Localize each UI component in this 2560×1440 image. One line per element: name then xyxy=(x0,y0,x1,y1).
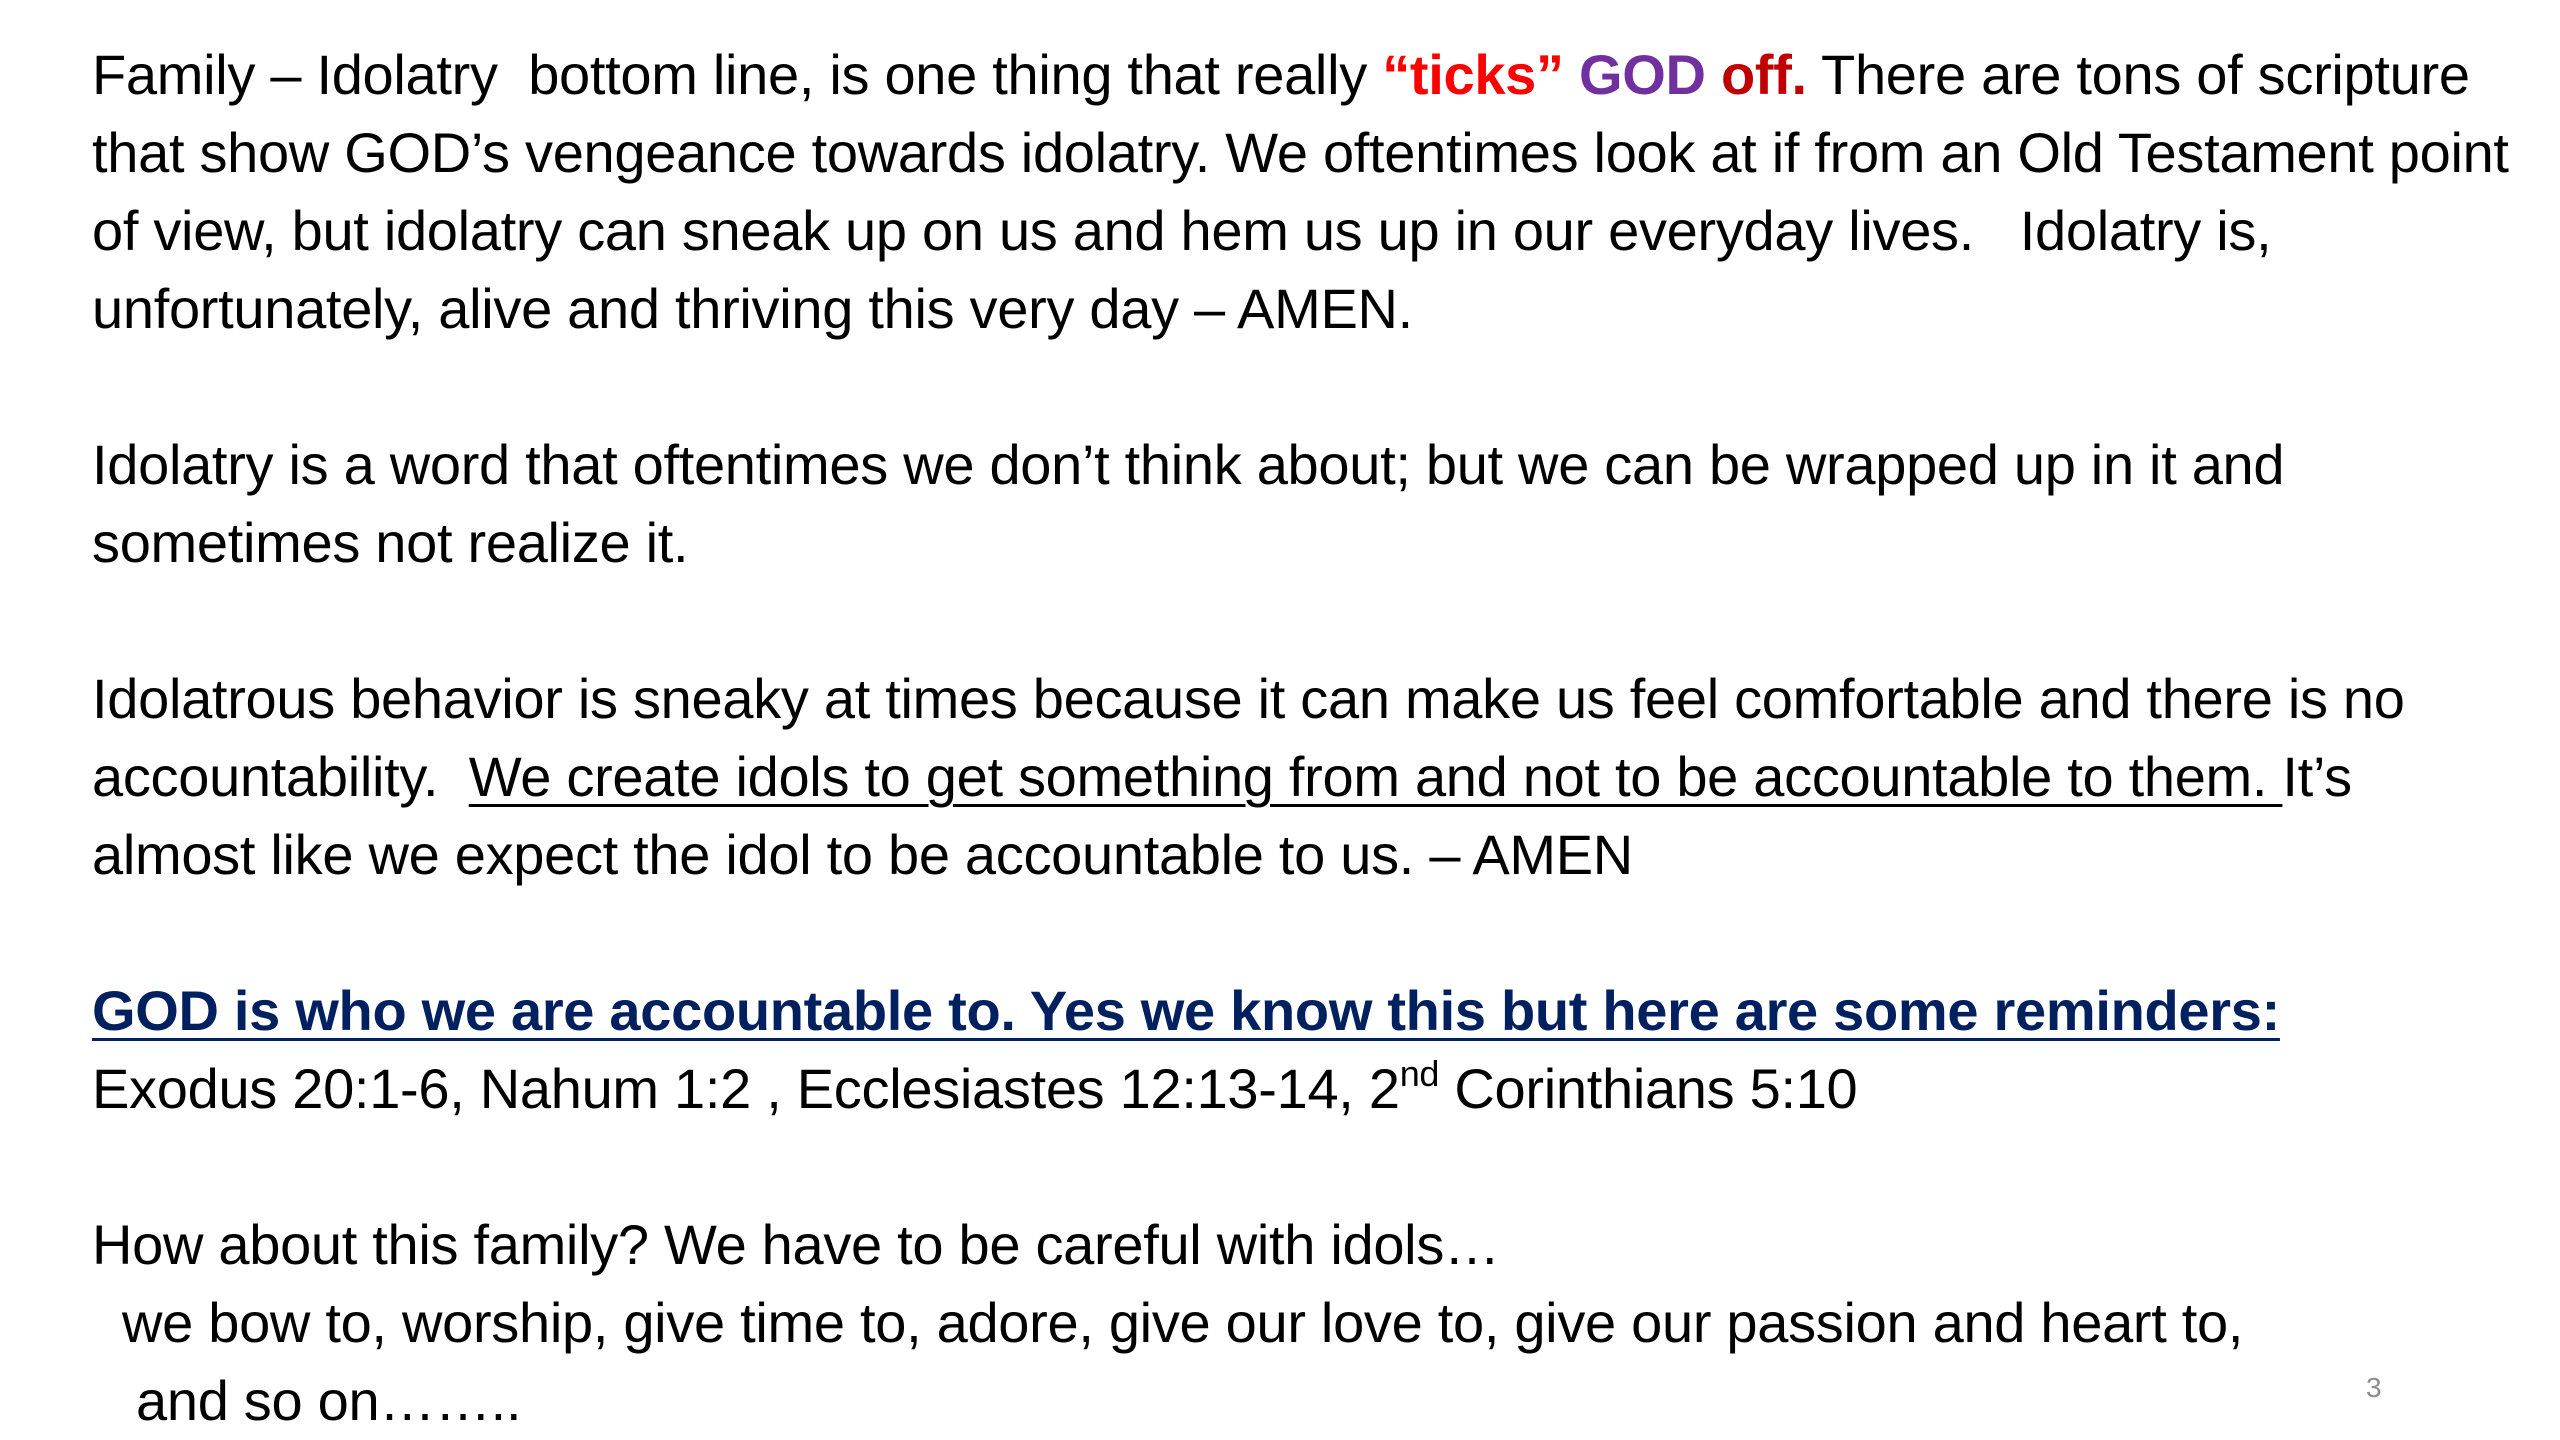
spacer xyxy=(92,894,2512,972)
god-emphasis: GOD xyxy=(1579,43,1706,106)
ordinal-superscript: nd xyxy=(1399,1053,1440,1094)
paragraph-idolatry-word: Idolatry is a word that oftentimes we don’t think about; but we can be wrapped up in it and sometimes not realize it. xyxy=(92,433,2300,574)
closing-line-1: How about this family? We have to be careful with idols… xyxy=(92,1213,1500,1276)
intro-text: Family – Idolatry bottom line, is one thing that really xyxy=(92,43,1383,106)
reminders-heading: GOD is who we are accountable to. Yes we know this but here are some reminders: xyxy=(92,979,2280,1042)
off-emphasis: off. xyxy=(1720,43,1807,106)
scripture-references xyxy=(92,1053,1858,1120)
spacer xyxy=(92,582,2512,660)
paragraph-careful-with-idols xyxy=(92,1206,2512,1440)
closing-line-2: we bow to, worship, give time to, adore, give our love to, give our passion and heart to, xyxy=(122,1291,2244,1354)
behavior-text: Idolatrous behavior is sneaky at times because it can make us feel comfortable and there is no accountability. xyxy=(92,667,2420,808)
underlined-statement: We create idols to get something from and not to be accountable to them. xyxy=(468,745,2283,808)
paragraph-idolatry-intro xyxy=(92,36,2524,348)
ticks-emphasis: “ticks” xyxy=(1382,43,1564,106)
page-number: 3 xyxy=(2366,1372,2382,1403)
slide-body xyxy=(92,36,2524,1440)
closing-line-3: and so on…….. xyxy=(136,1369,522,1432)
references-text-end: Corinthians 5:10 xyxy=(1439,1057,1858,1120)
behavior-conclusion: It’s almost like we expect the idol to be accountable to us. – AMEN xyxy=(92,745,2368,886)
spacer xyxy=(92,348,2512,426)
intro-continuation: There are tons of scripture that show GOD’s vengeance towards idolatry. We oftentimes look at if from an Old Testament point of view, but idolatry can sneak up on us and hem us up in our everyday lives. Idolatry is, unfortunately, alive and thriving this very day – AMEN. xyxy=(92,43,2524,340)
paragraph-idolatrous-behavior xyxy=(92,660,2512,894)
spacer xyxy=(92,1128,2512,1206)
references-text: Exodus 20:1-6, Nahum 1:2 , Ecclesiastes 12:13-14, 2 xyxy=(92,1057,1400,1120)
paragraph-reminders xyxy=(92,972,2512,1128)
